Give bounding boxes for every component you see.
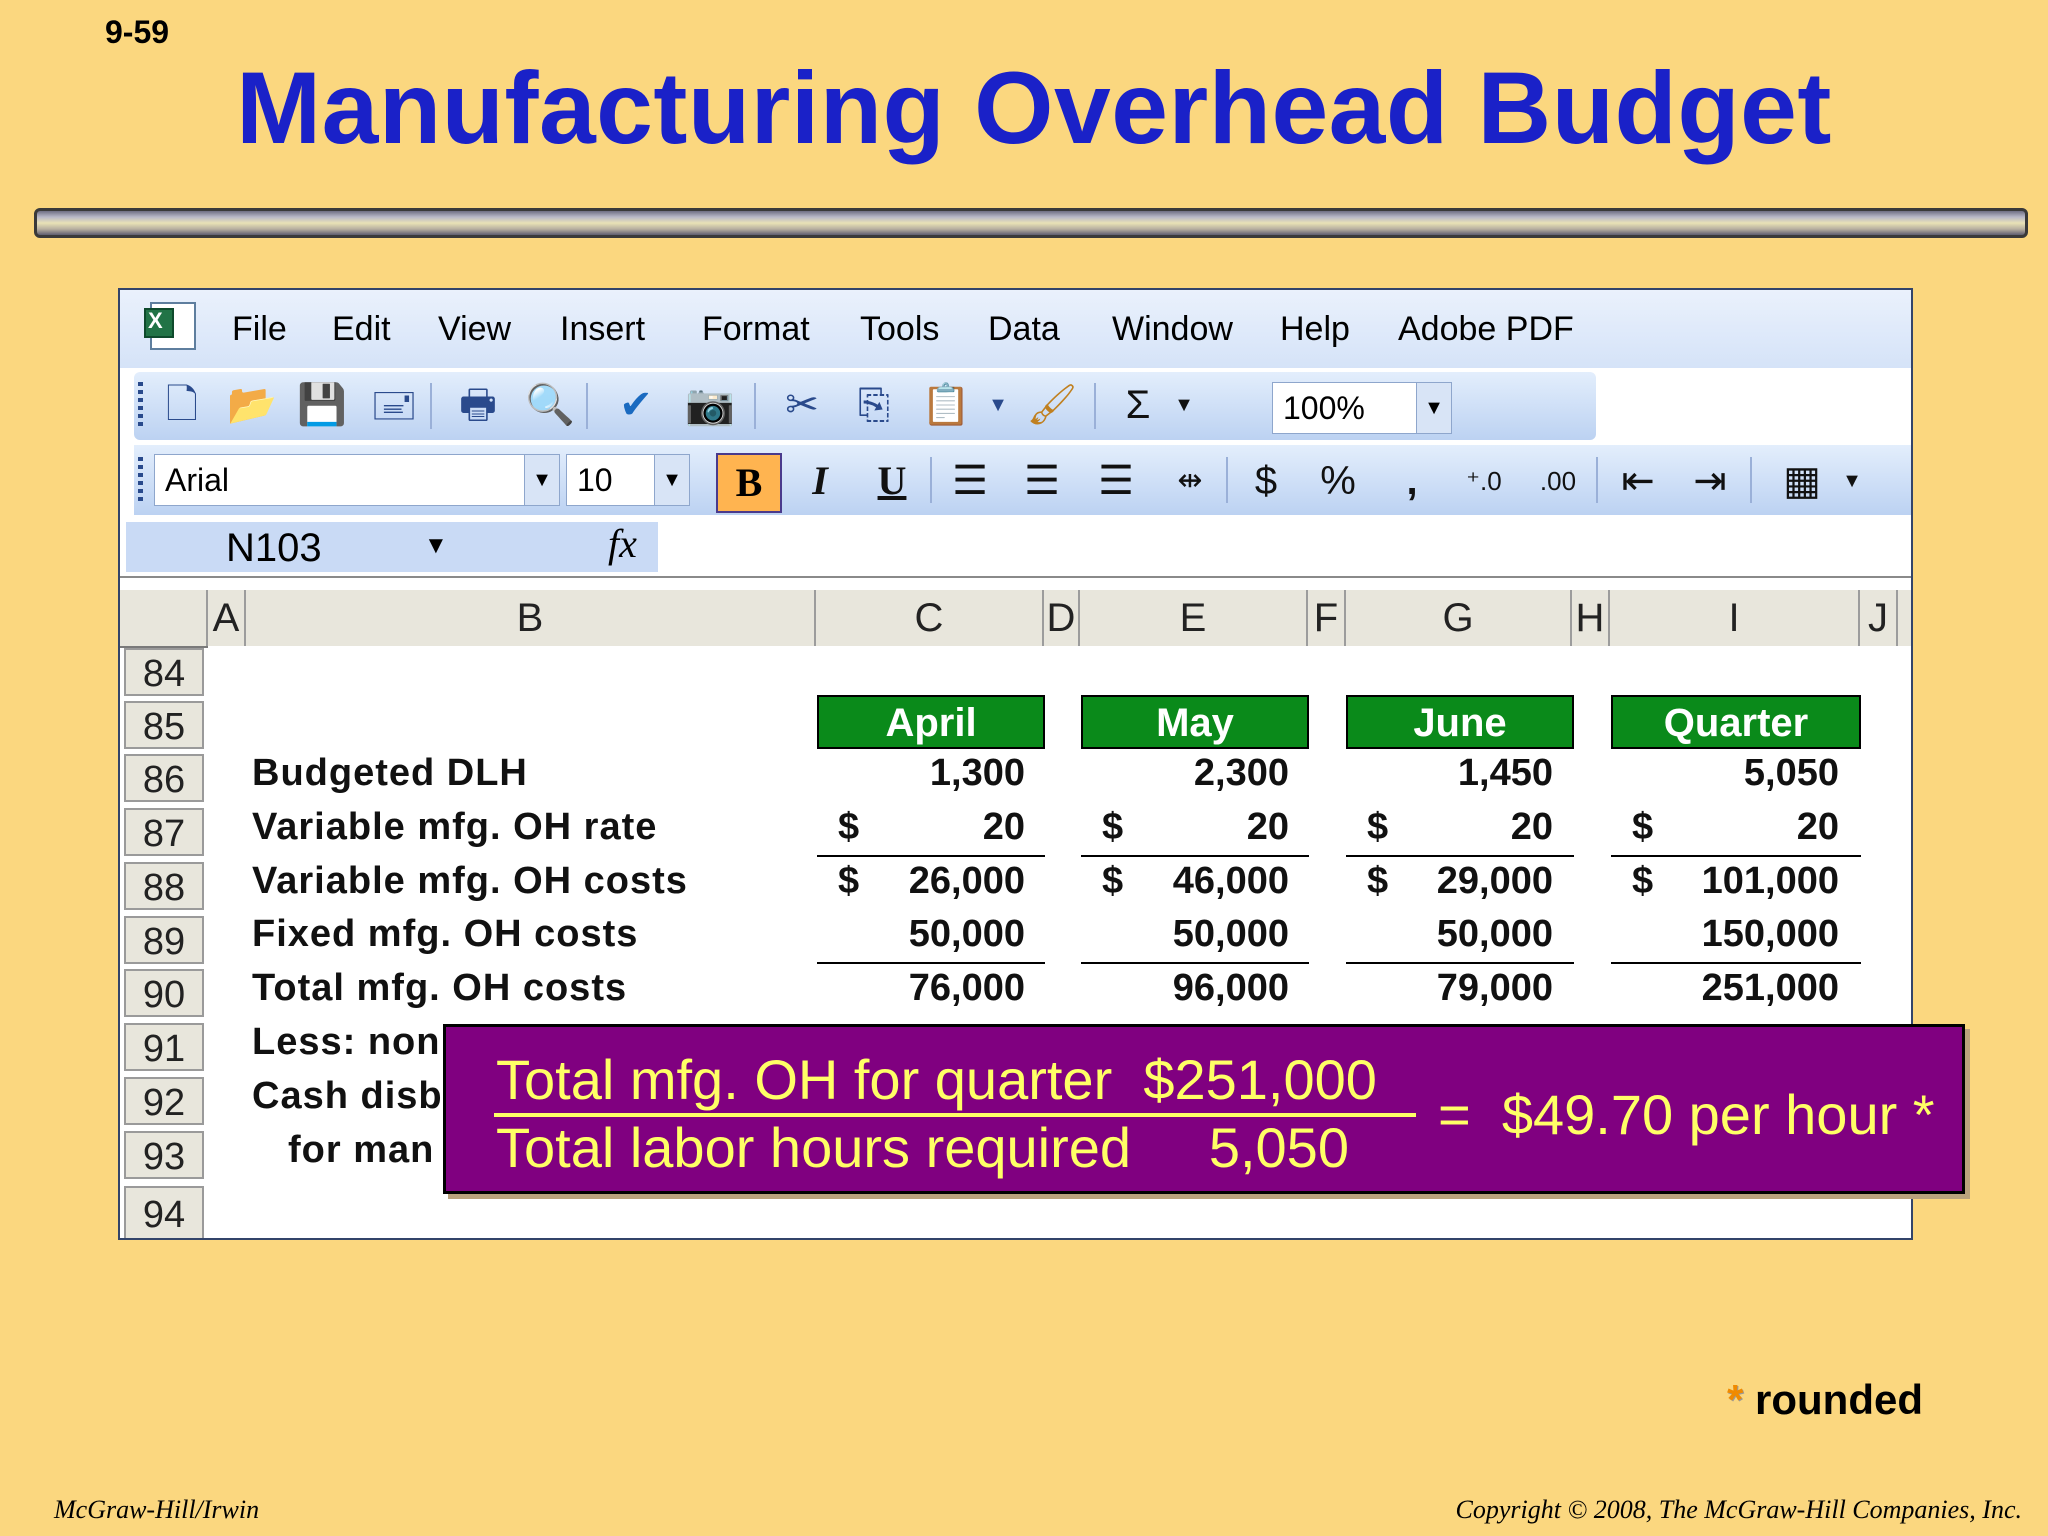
column-header-d[interactable]: D [1044, 590, 1080, 646]
menu-help[interactable]: Help [1280, 310, 1350, 348]
cut-icon[interactable]: ✂ [785, 383, 819, 427]
row-header[interactable]: 87 [124, 808, 204, 856]
row-header[interactable]: 89 [124, 916, 204, 964]
title-divider-bar [34, 208, 2028, 238]
toolbar-separator [930, 457, 932, 503]
formatting-toolbar [134, 445, 1913, 515]
toolbar-separator [1750, 457, 1752, 503]
cell-dollar-sign: $ [1102, 860, 1124, 902]
row-header[interactable]: 86 [124, 754, 204, 802]
label-fixed-oh-costs: Fixed mfg. OH costs [252, 913, 639, 955]
menu-insert[interactable]: Insert [560, 310, 646, 348]
label-for-man: for man [288, 1129, 435, 1171]
toolbar-separator [430, 383, 432, 429]
row-header[interactable]: 90 [124, 969, 204, 1017]
cell-varcost-quarter[interactable]: 101,000 [1701, 860, 1839, 902]
underline-button[interactable]: U [877, 458, 907, 503]
new-document-icon[interactable]: 🗋 [165, 383, 199, 427]
label-less-non: Less: non [252, 1021, 441, 1063]
cell-dlh-quarter[interactable]: 5,050 [1743, 752, 1839, 794]
cell-dollar-sign: $ [1632, 860, 1654, 902]
callout-denominator: Total labor hours required 5,050 [496, 1116, 1349, 1179]
borders-icon[interactable]: ▦ [1783, 459, 1821, 503]
cell-dollar-sign: $ [1367, 806, 1389, 848]
save-icon[interactable]: 💾 [297, 383, 347, 427]
header-june[interactable]: June [1346, 695, 1574, 749]
cell-total-may[interactable]: 96,000 [1172, 967, 1289, 1009]
format-painter-icon[interactable]: 🖌 [1026, 383, 1078, 427]
cell-dollar-sign: $ [1632, 806, 1654, 848]
column-header-c[interactable]: C [816, 590, 1044, 646]
column-header-i[interactable]: I [1610, 590, 1860, 646]
menu-bar [120, 290, 1911, 368]
column-headers [120, 590, 1911, 648]
spelling-icon[interactable]: ✔ [619, 383, 653, 427]
label-budgeted-dlh: Budgeted DLH [252, 752, 528, 794]
underline [1346, 962, 1574, 964]
decrease-decimal-icon[interactable]: .00 [1539, 466, 1577, 496]
cell-total-june[interactable]: 79,000 [1436, 967, 1553, 1009]
slide-number: 9-59 [105, 14, 170, 50]
copy-icon[interactable]: ⎘ [858, 383, 890, 427]
cell-total-quarter[interactable]: 251,000 [1701, 967, 1839, 1009]
cell-dollar-sign: $ [1102, 806, 1124, 848]
autosum-icon[interactable]: Σ [1125, 383, 1151, 427]
print-preview-icon[interactable]: 🔍 [525, 383, 575, 427]
cell-fixed-june[interactable]: 50,000 [1436, 913, 1553, 955]
footnote-text: rounded [1743, 1376, 1924, 1423]
toolbar-grip[interactable] [138, 457, 143, 505]
zoom-value: 100% [1283, 390, 1365, 426]
cell-rate-june[interactable]: 20 [1510, 806, 1553, 848]
align-left-icon[interactable]: ☰ [952, 459, 988, 503]
cell-fixed-quarter[interactable]: 150,000 [1701, 913, 1839, 955]
toolbar-separator [1226, 457, 1228, 503]
currency-icon[interactable]: $ [1254, 459, 1278, 503]
callout-numerator: Total mfg. OH for quarter $251,000 [496, 1048, 1377, 1111]
label-cash-disb: Cash disb [252, 1075, 443, 1117]
row-header[interactable]: 94 [124, 1186, 204, 1240]
menu-tools[interactable]: Tools [860, 310, 940, 348]
cell-dollar-sign: $ [838, 860, 860, 902]
toolbar-separator [586, 383, 588, 429]
menu-adobe-pdf[interactable]: Adobe PDF [1398, 310, 1574, 348]
underline [817, 855, 1045, 857]
cell-fixed-april[interactable]: 50,000 [908, 913, 1025, 955]
menu-format[interactable]: Format [702, 310, 810, 348]
function-icon[interactable]: fx [608, 521, 637, 566]
font-name-select[interactable] [154, 454, 560, 506]
autosum-dropdown-icon[interactable]: ▼ [1174, 394, 1194, 416]
standard-toolbar [134, 372, 1596, 440]
paste-icon[interactable]: 📋 [921, 383, 971, 427]
cell-fixed-may[interactable]: 50,000 [1172, 913, 1289, 955]
font-size-select[interactable] [566, 454, 690, 506]
row-header[interactable]: 93 [124, 1131, 204, 1179]
toolbar-separator [1094, 383, 1096, 429]
paste-dropdown-icon[interactable]: ▼ [988, 394, 1008, 416]
cell-rate-april[interactable]: 20 [982, 806, 1025, 848]
slide-title: Manufacturing Overhead Budget [236, 51, 1832, 165]
increase-indent-icon[interactable]: ⇥ [1693, 459, 1727, 503]
menu-file[interactable]: File [232, 310, 287, 348]
select-all-corner[interactable] [120, 590, 208, 646]
column-header-h[interactable]: H [1572, 590, 1610, 646]
name-box-value: N103 [226, 526, 322, 570]
zoom-select[interactable] [1272, 382, 1452, 434]
name-box[interactable] [126, 522, 658, 572]
chevron-down-icon[interactable]: ▼ [1416, 383, 1451, 433]
cell-dlh-may[interactable]: 2,300 [1193, 752, 1289, 794]
decrease-indent-icon[interactable]: ⇤ [1621, 459, 1655, 503]
footer-copyright: Copyright © 2008, The McGraw-Hill Companies, Inc. [1455, 1495, 2022, 1524]
column-header-g[interactable]: G [1346, 590, 1572, 646]
cell-dlh-april[interactable]: 1,300 [929, 752, 1025, 794]
cell-dollar-sign: $ [838, 806, 860, 848]
cell-dlh-june[interactable]: 1,450 [1457, 752, 1553, 794]
column-header-f[interactable]: F [1308, 590, 1346, 646]
header-quarter[interactable]: Quarter [1611, 695, 1861, 749]
cell-varcost-april[interactable]: 26,000 [908, 860, 1025, 902]
label-variable-oh-costs: Variable mfg. OH costs [252, 860, 688, 902]
chevron-down-icon[interactable]: ▼ [654, 455, 689, 505]
permission-icon[interactable]: 🖃 [370, 383, 418, 427]
underline [1611, 962, 1861, 964]
comma-style-icon[interactable]: , [1406, 459, 1418, 503]
underline [1346, 855, 1574, 857]
underline [1081, 962, 1309, 964]
column-header-b[interactable]: B [246, 590, 816, 646]
font-size-value: 10 [577, 462, 613, 498]
cell-rate-quarter[interactable]: 20 [1796, 806, 1839, 848]
cell-rate-may[interactable]: 20 [1246, 806, 1289, 848]
rate-calculation-callout [443, 1024, 1965, 1194]
row-header[interactable]: 92 [124, 1077, 204, 1125]
column-header-a[interactable]: A [208, 590, 246, 646]
footnote [1727, 1376, 1923, 1424]
borders-dropdown-icon[interactable]: ▼ [1842, 470, 1862, 492]
menu-window[interactable]: Window [1112, 310, 1233, 348]
chevron-down-icon[interactable]: ▼ [524, 455, 559, 505]
cell-total-april[interactable]: 76,000 [908, 967, 1025, 1009]
research-camera-icon[interactable]: 📷 [685, 383, 735, 427]
percent-icon[interactable]: % [1320, 459, 1356, 503]
underline [817, 962, 1045, 964]
cell-varcost-may[interactable]: 46,000 [1172, 860, 1289, 902]
bold-button[interactable]: B [716, 453, 782, 513]
row-header[interactable]: 88 [124, 862, 204, 910]
row-header[interactable]: 85 [124, 701, 204, 749]
label-total-oh-costs: Total mfg. OH costs [252, 967, 628, 1009]
chevron-down-icon[interactable]: ▼ [424, 532, 448, 559]
cell-varcost-june[interactable]: 29,000 [1436, 860, 1553, 902]
align-center-icon[interactable]: ☰ [1024, 459, 1060, 503]
underline [1611, 855, 1861, 857]
cell-dollar-sign: $ [1367, 860, 1389, 902]
label-variable-oh-rate: Variable mfg. OH rate [252, 806, 658, 848]
callout-result: = $49.70 per hour * [1438, 1083, 1935, 1146]
row-header[interactable]: 84 [124, 648, 204, 696]
formula-bar [120, 518, 1911, 578]
header-may[interactable]: May [1081, 695, 1309, 749]
toolbar-separator [1596, 457, 1598, 503]
menu-data[interactable]: Data [988, 310, 1060, 348]
footnote-star: * [1727, 1376, 1744, 1423]
print-icon[interactable]: 🖶 [459, 383, 497, 427]
menu-edit[interactable]: Edit [332, 310, 391, 348]
column-header-j[interactable]: J [1860, 590, 1898, 646]
toolbar-grip[interactable] [138, 382, 143, 430]
underline [1081, 855, 1309, 857]
open-folder-icon[interactable]: 📂 [227, 383, 277, 427]
header-april[interactable]: April [817, 695, 1045, 749]
font-name-value: Arial [165, 462, 230, 498]
row-header[interactable]: 91 [124, 1023, 204, 1071]
menu-view[interactable]: View [438, 310, 512, 348]
toolbar-separator [754, 383, 756, 429]
column-header-e[interactable]: E [1080, 590, 1308, 646]
footer-publisher: McGraw-Hill/Irwin [54, 1495, 260, 1524]
excel-app-icon[interactable] [150, 302, 196, 350]
italic-button[interactable]: I [812, 458, 828, 503]
align-right-icon[interactable]: ☰ [1098, 459, 1134, 503]
merge-center-icon[interactable]: ⇹ [1177, 464, 1203, 497]
increase-decimal-icon[interactable]: ⁺.0 [1466, 466, 1502, 496]
